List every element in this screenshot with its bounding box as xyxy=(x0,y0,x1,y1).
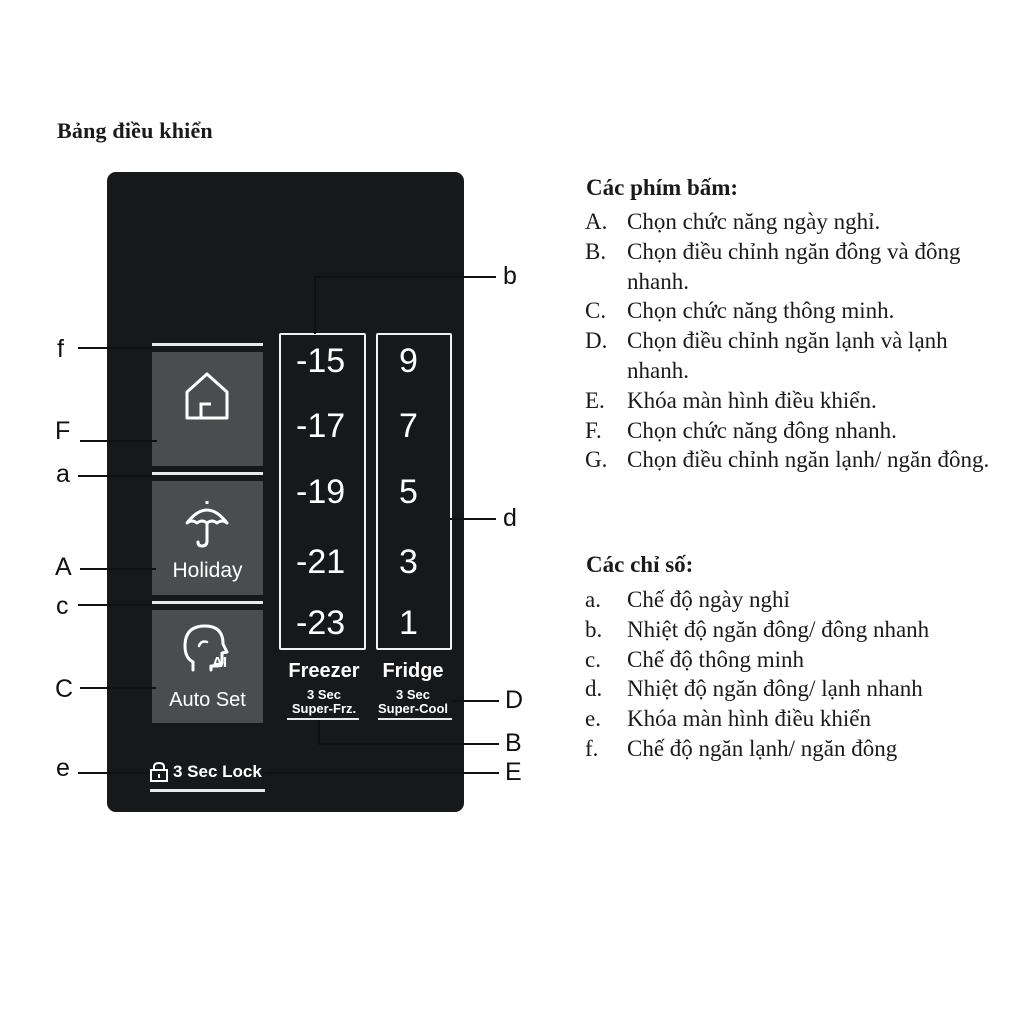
freezer-title: Freezer xyxy=(288,660,360,682)
freezer-value: -19 xyxy=(296,473,346,511)
callout-C: C xyxy=(55,675,74,703)
holiday-label: Holiday xyxy=(172,559,243,582)
leader-c xyxy=(78,604,152,606)
freezer-value: -15 xyxy=(296,342,346,380)
fridge-title: Fridge xyxy=(382,660,444,682)
leader-d xyxy=(450,518,496,520)
leader-F xyxy=(80,440,157,442)
leader-a xyxy=(78,475,152,477)
page-title: Bảng điều khiển xyxy=(57,118,213,143)
callout-a: a xyxy=(56,460,70,488)
leader-b xyxy=(314,276,496,278)
indicator-c xyxy=(152,601,263,604)
fridge-value: 7 xyxy=(399,407,418,445)
super-cool-label[interactable]: Super-Cool xyxy=(377,701,449,716)
list-item: D. Chọn điều chỉnh ngăn lạnh và lạnh nhanh. xyxy=(585,328,948,383)
leader-e xyxy=(78,772,148,774)
callout-D: D xyxy=(505,686,524,714)
list-item: B. Chọn điều chỉnh ngăn đông và đông nhanh. xyxy=(585,238,961,294)
fridge-value: 3 xyxy=(399,543,418,581)
list-item: C. Chọn chức năng thông minh. xyxy=(585,298,895,324)
leader-A xyxy=(80,568,156,570)
fridge-value: 9 xyxy=(399,342,418,380)
callout-E: E xyxy=(505,758,522,786)
list-item: G. Chọn điều chỉnh ngăn lạnh/ ngăn đông. xyxy=(585,447,990,473)
list-item: E. Khóa màn hình điều khiển. xyxy=(585,387,877,413)
leader-B-vertical xyxy=(318,720,320,744)
indicators-list xyxy=(585,585,1002,764)
indicator-f xyxy=(152,343,263,346)
list-item: c. Chế độ thông minh xyxy=(585,646,804,672)
auto-set-label: Auto Set xyxy=(169,689,246,711)
holiday-button[interactable] xyxy=(152,481,263,595)
leader-f xyxy=(78,347,152,349)
lock-label[interactable]: 3 Sec Lock xyxy=(173,762,262,781)
home-icon xyxy=(179,366,235,426)
freezer-sub-time: 3 Sec xyxy=(307,687,341,702)
lock-icon xyxy=(149,761,169,783)
list-item: e. Khóa màn hình điều khiển xyxy=(585,706,872,732)
leader-C xyxy=(80,687,156,689)
keys-heading: Các phím bấm: xyxy=(586,175,739,200)
list-item: b. Nhiệt độ ngăn đông/ đông nhanh xyxy=(585,616,930,642)
callout-A: A xyxy=(55,553,72,581)
super-freeze-label[interactable]: Super-Frz. xyxy=(291,701,357,716)
list-item: a. Chế độ ngày nghỉ xyxy=(585,587,790,612)
auto-set-button[interactable] xyxy=(152,610,263,723)
leader-D xyxy=(452,700,499,702)
list-item: d. Nhiệt độ ngăn đông/ lạnh nhanh xyxy=(585,676,923,702)
keys-list xyxy=(585,207,1002,475)
fridge-value: 5 xyxy=(399,473,418,511)
super-freeze-underline xyxy=(287,718,359,720)
freezer-value: -21 xyxy=(296,543,346,581)
list-item: A. Chọn chức năng ngày nghỉ. xyxy=(585,209,881,234)
callout-b: b xyxy=(503,262,517,290)
indicator-a xyxy=(152,472,263,475)
ai-badge: AI xyxy=(212,654,227,671)
freezer-value: -17 xyxy=(296,407,346,445)
indicators-heading: Các chỉ số: xyxy=(586,552,694,577)
callout-c: c xyxy=(56,592,69,620)
umbrella-icon xyxy=(179,493,235,549)
fridge-value: 1 xyxy=(399,604,418,642)
callout-F: F xyxy=(55,417,71,445)
callout-e: e xyxy=(56,754,70,782)
callout-B: B xyxy=(505,729,522,757)
list-item: f. Chế độ ngăn lạnh/ ngăn đông xyxy=(585,735,898,761)
leader-b-vertical xyxy=(314,276,316,334)
leader-E xyxy=(265,772,499,774)
fridge-sub-time: 3 Sec xyxy=(396,687,430,702)
super-cool-underline xyxy=(378,718,452,720)
leader-B xyxy=(318,743,499,745)
freezer-value: -23 xyxy=(296,604,346,642)
list-item: F. Chọn chức năng đông nhanh. xyxy=(585,417,897,443)
smart-freeze-button[interactable] xyxy=(152,352,263,466)
lock-underline xyxy=(150,789,265,792)
callout-d: d xyxy=(503,504,517,532)
callout-f: f xyxy=(57,335,64,363)
